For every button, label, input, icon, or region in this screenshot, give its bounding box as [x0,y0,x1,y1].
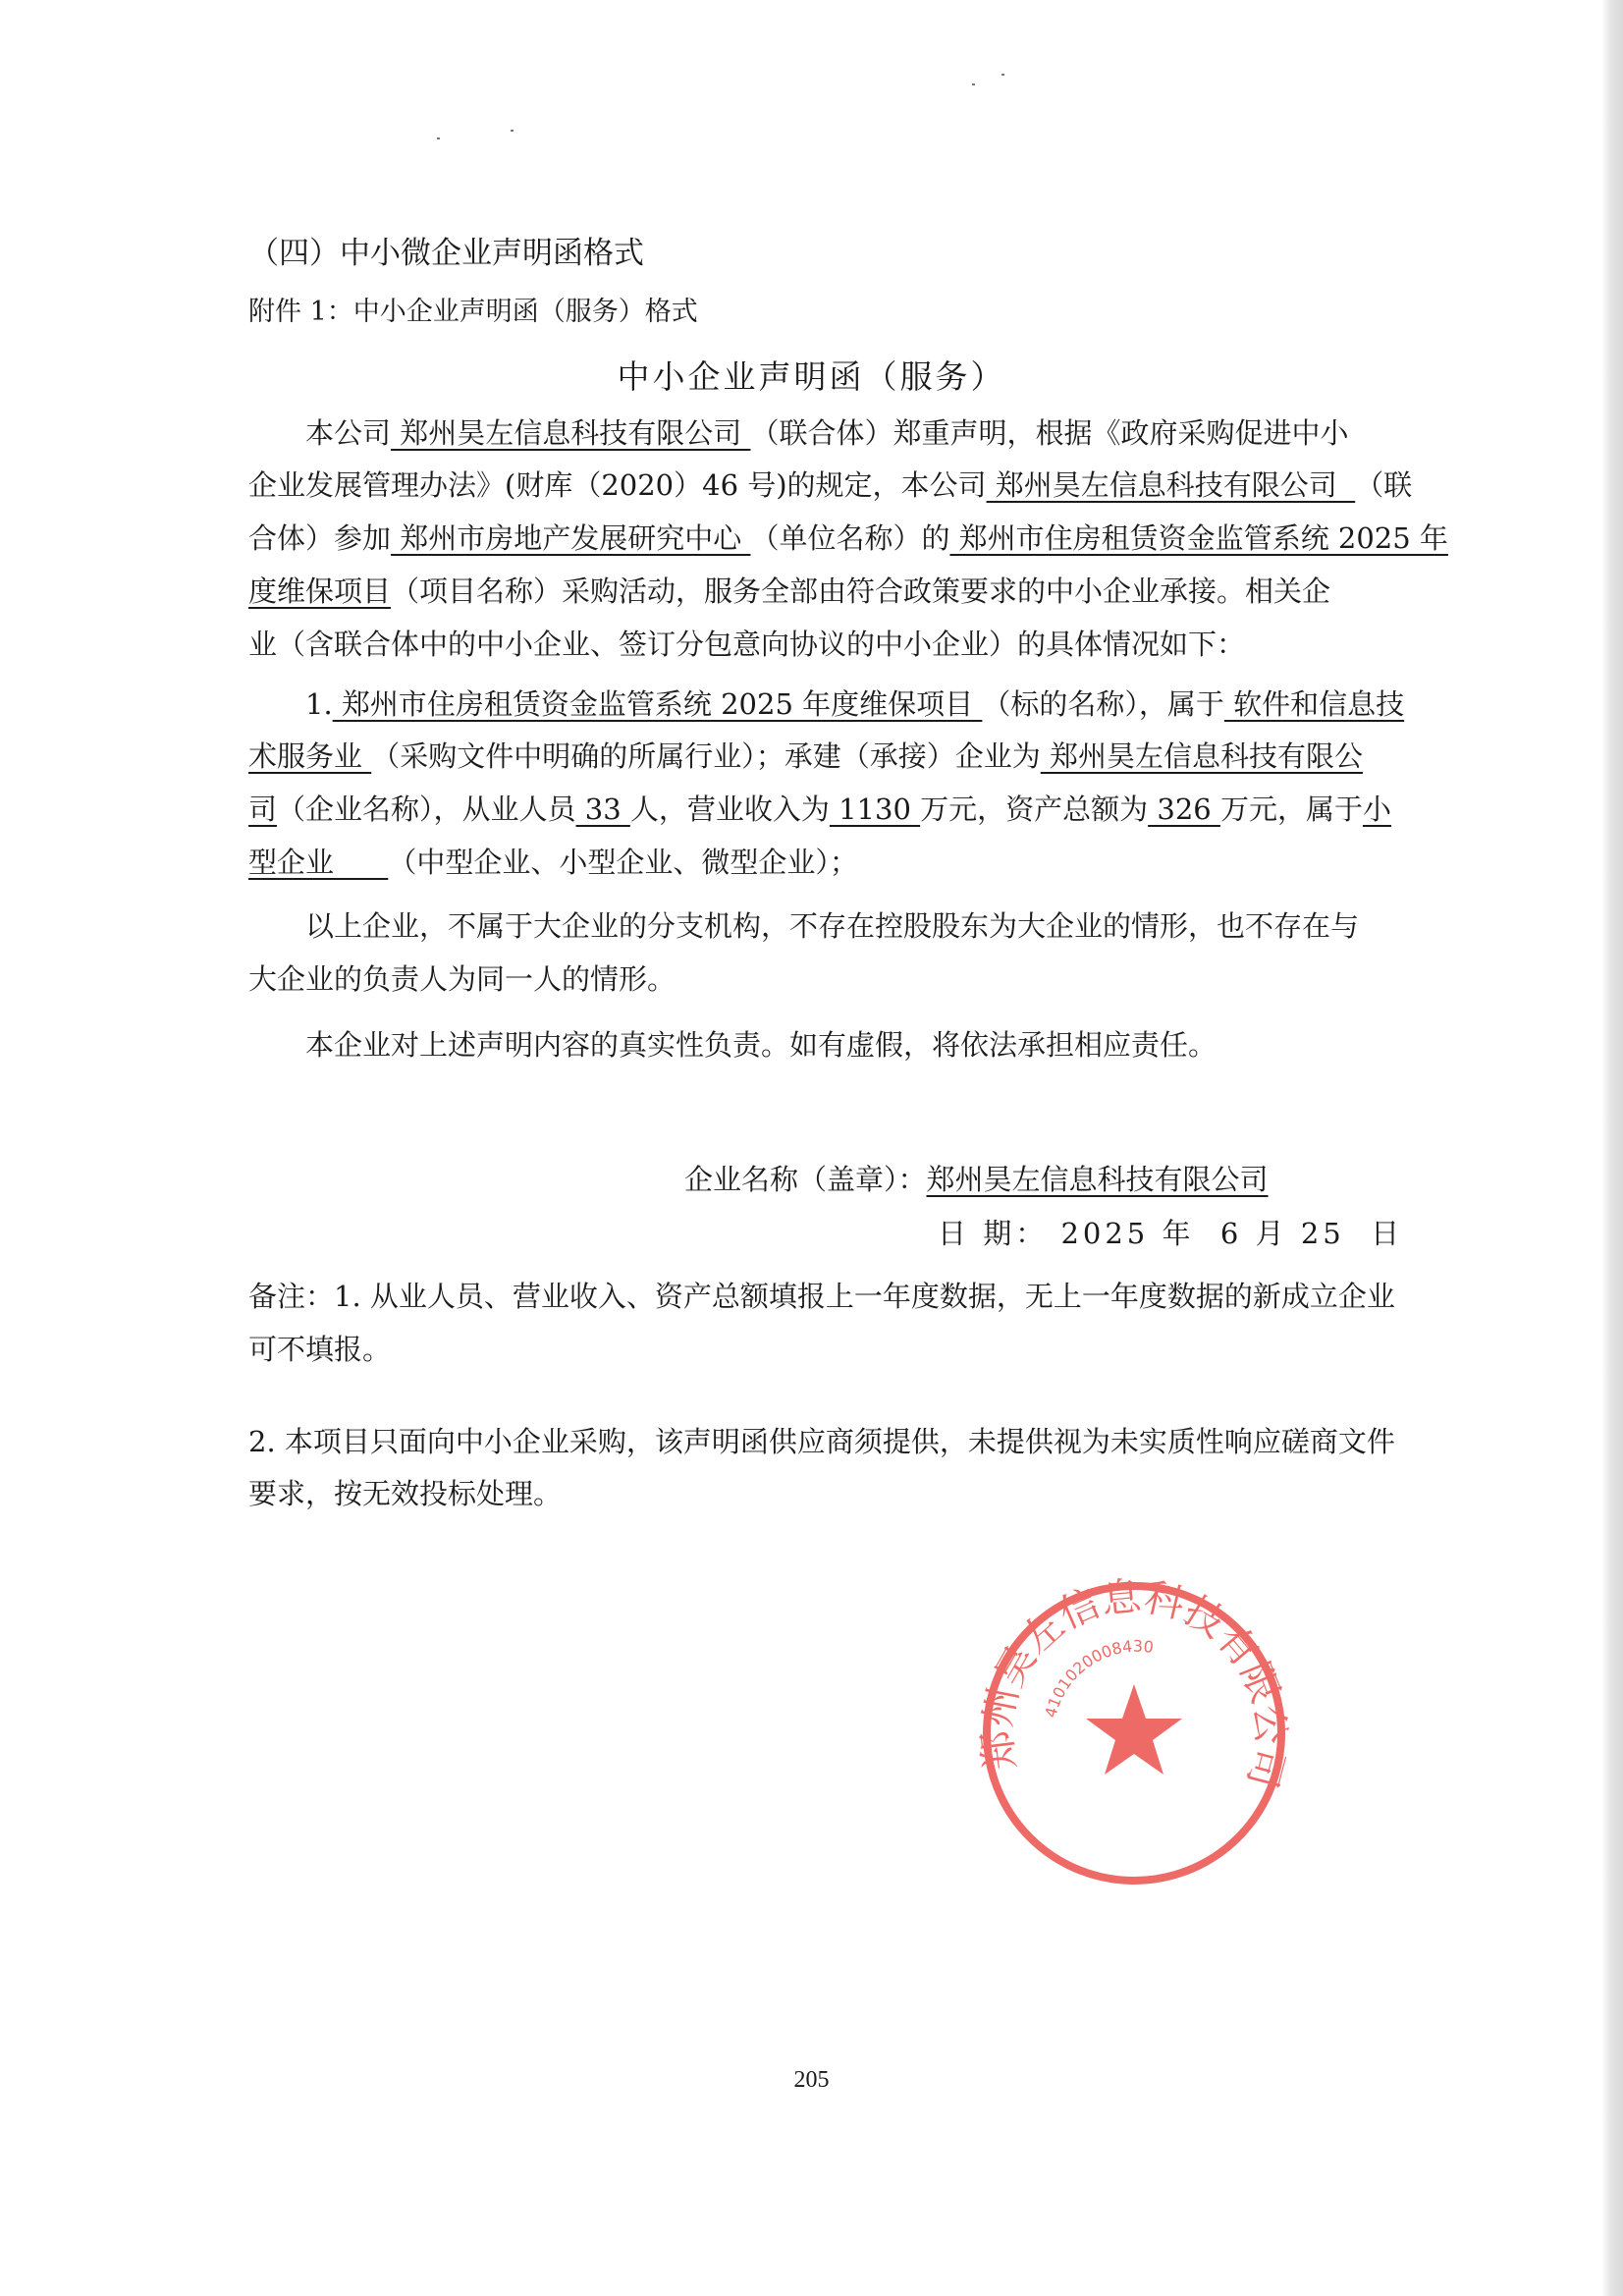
note-line: 可不填报。 [248,1333,392,1366]
body-text: （企业名称），从业人员 [277,793,576,826]
body-text: 本公司 [305,416,392,450]
company-seal [972,1571,1296,1895]
filled-field: 郑州昊左信息科技有限公 [1040,739,1363,773]
seal-code: 4101020008430 [1041,1636,1155,1721]
filled-field: 度维保项目 [248,574,392,608]
filled-field: 郑州昊左信息科技有限公司 [391,416,751,450]
body-text: （中型企业、小型企业、微型企业）； [388,846,858,879]
body-line [248,908,1360,944]
attachment-label: 附件 1：中小企业声明函（服务）格式 [248,297,698,327]
body-text: 合体）参加 [248,521,392,555]
body-line [248,574,1331,609]
date-year-unit: 年 [1162,1217,1195,1250]
document-title: 中小企业声明函（服务） [617,357,1006,396]
date-month: 6 [1219,1217,1243,1250]
body-line [248,686,1405,722]
body-text: 以上企业，不属于大企业的分支机构，不存在控股股东为大企业的情形，也不存在与 [305,909,1360,943]
filled-field: 1130 [829,793,921,826]
filled-field: 33 [575,793,630,826]
body-line [248,738,1363,774]
scan-edge [1601,0,1623,2296]
scan-speck [972,83,975,85]
filled-field: 326 [1148,793,1220,826]
note-line: 要求，按无效投标处理。 [248,1477,563,1510]
date-day: 25 [1300,1217,1345,1250]
body-text: 万元，属于 [1219,793,1363,826]
body-line [248,520,1448,556]
body-line [248,627,1295,662]
filled-field: 郑州市房地产发展研究中心 [391,521,751,555]
seal-text: 郑州昊左信息科技有限公司 [974,1573,1293,1793]
seal-star-icon [1086,1684,1182,1775]
body-text: （联 [1355,468,1413,502]
filled-field: 型企业 [248,846,389,879]
date-month-unit: 月 [1255,1217,1288,1250]
filled-field: 郑州昊左信息科技有限公司 [986,468,1356,502]
body-text: 本企业对上述声明内容的真实性负责。如有虚假，将依法承担相应责任。 [305,1028,1217,1062]
filled-field: 术服务业 [248,739,372,773]
body-line [248,467,1413,503]
scan-speck [437,137,440,139]
body-text: （单位名称）的 [750,521,950,555]
body-text: 企业发展管理办法》(财库（2020）46 号)的规定，本公司 [248,468,987,502]
body-line [248,961,1295,997]
note-line: 2. 本项目只面向中小企业采购，该声明函供应商须提供，未提供视为未实质性响应磋商文件 [248,1425,1395,1458]
section-heading: （四）中小微企业声明函格式 [248,236,644,271]
body-line [248,415,1349,451]
filled-field: 郑州市住房租赁资金监管系统 2025 年 [949,521,1448,555]
body-text: 大企业的负责人为同一人的情形。 [248,962,676,996]
filled-field: 司 [248,793,278,826]
body-text: （联合体）郑重声明，根据《政府采购促进中小 [750,416,1349,450]
body-text: （采购文件中明确的所属行业）；承建（承接）企业为 [371,739,1041,773]
date-line [938,1216,1403,1251]
signature-line [684,1162,1269,1197]
body-text: 业（含联合体中的中小企业、签订分包意向协议的中小企业）的具体情况如下： [248,628,1246,661]
note-line: 备注：1. 从业人员、营业收入、资产总额填报上一年度数据，无上一年度数据的新成立企业 [248,1280,1395,1313]
body-line [248,1027,1295,1063]
body-text: 万元，资产总额为 [920,793,1149,826]
filled-field: 小 [1362,793,1391,826]
body-text: （标的名称），属于 [982,687,1224,721]
signature-label: 企业名称（盖章）： [684,1163,927,1196]
body-text: （项目名称）采购活动，服务全部由符合政策要求的中小企业承接。相关企 [391,574,1331,608]
filled-field: 郑州市住房租赁资金监管系统 2025 年度维保项目 [332,687,983,721]
body-text: 人，营业收入为 [629,793,830,826]
date-label: 日 期： [938,1217,1049,1250]
signature-company: 郑州昊左信息科技有限公司 [926,1163,1269,1196]
body-text: 1. [305,687,333,721]
body-line [248,792,1391,827]
date-day-unit: 日 [1371,1217,1404,1250]
page-number: 205 [793,2067,830,2093]
filled-field: 软件和信息技 [1223,687,1405,721]
scan-speck [511,130,514,132]
scan-speck [1001,74,1004,76]
body-line [248,845,1295,880]
date-year: 2025 [1060,1217,1150,1250]
